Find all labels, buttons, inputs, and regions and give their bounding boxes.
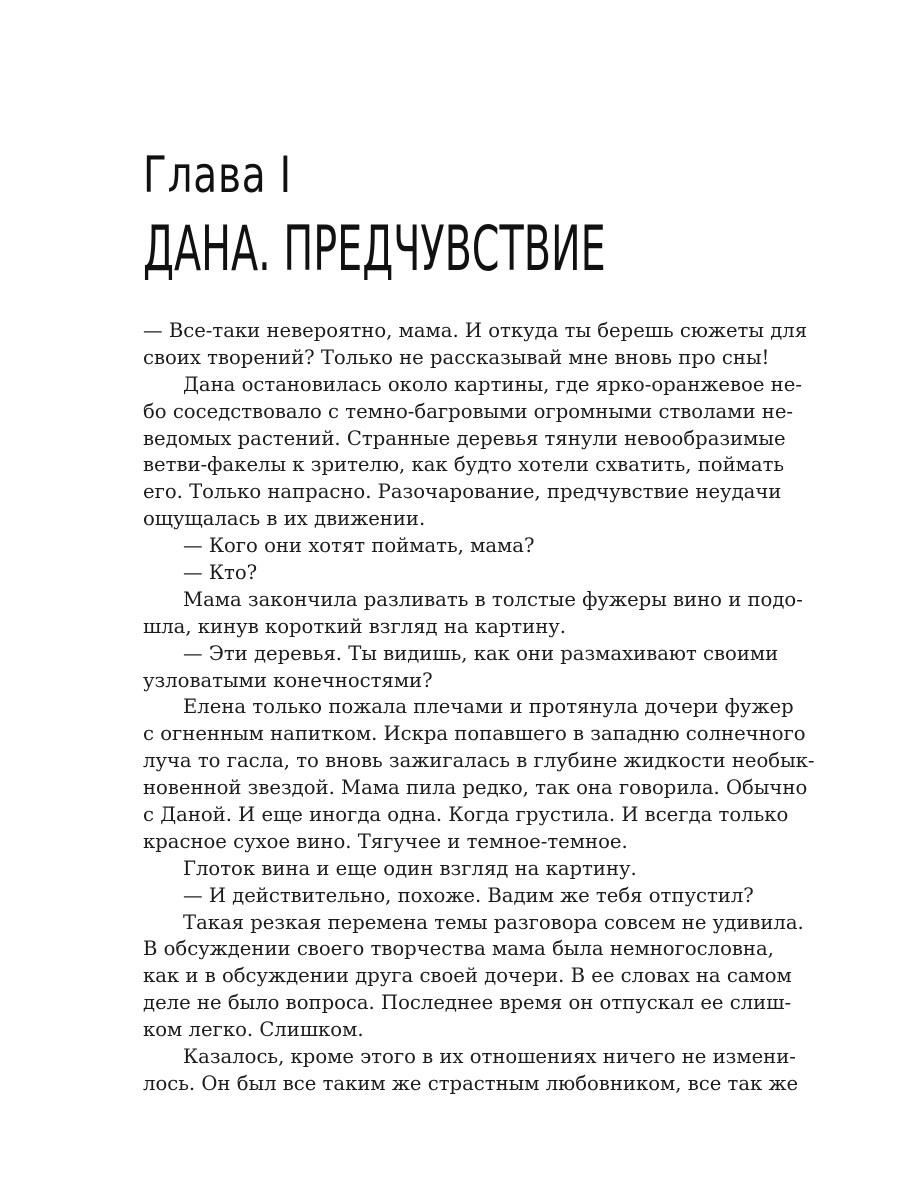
text-line: бо соседствовало с темно-багровыми огромными стволами не- [143, 399, 794, 423]
text-line: ком легко. Слишком. [143, 1018, 364, 1042]
text-line: узловатыми конечностями? [143, 668, 433, 692]
text-line: его. Только напрасно. Разочарование, предчувствие неудачи [143, 480, 782, 504]
text-line: — Кто? [183, 561, 258, 585]
body-text [143, 318, 815, 1098]
text-line: красное сухое вино. Тягучее и темное-темное. [143, 829, 628, 853]
text-line: Глоток вина и еще один взгляд на картину. [183, 856, 637, 880]
text-line: ведомых растений. Странные деревья тянули невообразимые [143, 426, 786, 450]
text-line: — Все-таки невероятно, мама. И откуда ты берешь сюжеты для [143, 319, 808, 342]
text-line: Казалось, кроме этого в их отношениях ничего не измени- [183, 1045, 796, 1069]
text-line: Мама закончила разливать в толстые фужеры вино и подо- [183, 587, 803, 611]
chapter-title: ДАНА. ПРЕДЧУВСТВИЕ [143, 212, 606, 285]
text-line: шла, кинув короткий взгляд на картину. [143, 614, 567, 638]
text-line: с Даной. И еще иногда одна. Когда грустила. И всегда только [143, 803, 789, 827]
text-line: — И действительно, похоже. Вадим же тебя отпустил? [183, 883, 754, 907]
text-line: деле не было вопроса. Последнее время он отпускал ее слиш- [143, 991, 792, 1015]
chapter-number: Глава I [143, 146, 292, 204]
text-line: как и в обсуждении друга своей дочери. В ее словах на самом [143, 964, 792, 988]
text-line: ветви-факелы к зрителю, как будто хотели схватить, поймать [143, 453, 785, 477]
text-line: лось. Он был все таким же страстным любовником, все так же [143, 1071, 799, 1095]
text-line: луча то гасла, то вновь зажигалась в глубине жидкости необык- [143, 749, 815, 773]
text-line: В обсуждении своего творчества мама была немногословна, [143, 937, 774, 961]
text-line: ощущалась в их движении. [143, 507, 426, 531]
chapter-heading [143, 148, 763, 284]
text-line: — Эти деревья. Ты видишь, как они размахивают своими [183, 641, 779, 665]
text-line: Елена только пожала плечами и протянула дочери фужер [183, 695, 794, 719]
text-line: — Кого они хотят поймать, мама? [183, 534, 535, 558]
text-line: Такая резкая перемена темы разговора совсем не удивила. [183, 910, 804, 934]
text-line: Дана остановилась около картины, где ярко-оранжевое не- [183, 372, 802, 396]
text-line: своих творений? Только не рассказывай мне вновь про сны! [143, 345, 770, 369]
text-line: с огненным напитком. Искра попавшего в западню солнечного [143, 722, 806, 746]
text-line: новенной звездой. Мама пила редко, так она говорила. Обычно [143, 776, 808, 800]
